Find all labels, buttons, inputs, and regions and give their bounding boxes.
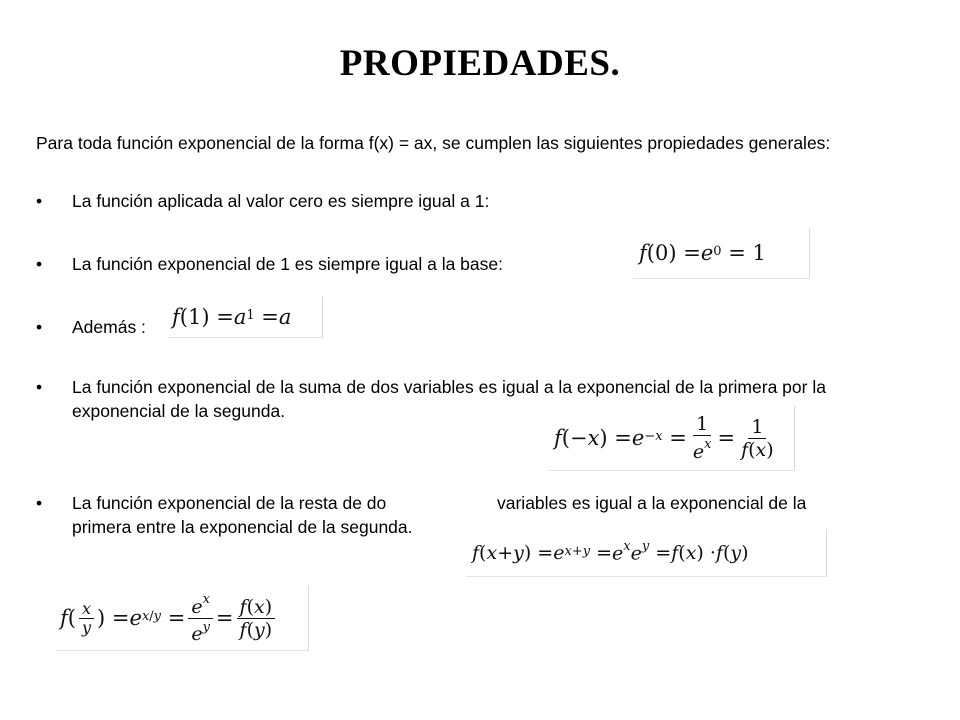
formula-f-zero: f (0) = e $^0$ = 1 [633,228,810,279]
bullet-text-base: La función exponencial de 1 es siempre igual a la base: [72,254,503,274]
page-title: PROPIEDADES. [339,43,621,84]
bullet-marker: • [36,317,43,337]
bullet-text-zero: La función aplicada al valor cero es siempre igual a 1: [72,191,490,211]
bullet-text-diff-line2: primera entre la exponencial de la segunda. [72,517,413,537]
formula-f-sum: f ( x + y ) = e $^{x +y}$ = $e^xe^y$ = f ( x ) · f ( y ) [466,530,827,577]
bullet-text-ademas: Además : [72,317,146,337]
bullet-marker: • [36,377,43,397]
bullet-text-diff-part2: variables es igual a la exponencial de la [497,493,807,513]
formula-f-negative: f (− x ) = e $^{-x}$ = $\frac{1}{e^x}$ = $\frac{1}{f(x)}$ [548,406,795,471]
formula-f-one: f (1) = a $^1$ = a [168,297,323,338]
intro-paragraph: Para toda función exponencial de la forma f(x) = ax, se cumplen las siguientes propiedades generales: [36,133,831,153]
bullet-marker: • [36,254,43,274]
bullet-text-diff-part1: La función exponencial de la resta de do [72,493,387,513]
bullet-marker: • [36,191,43,211]
bullet-marker: • [36,493,43,513]
formula-f-division: f ( $\frac{x}{y}$ ) = e $^{x /y}$ = $\frac{e^x}{e^y}$ = $\frac{f(x)}{f(y)}$ [56,586,309,651]
bullet-text-sum: La función exponencial de la suma de dos variables es igual a la exponencial de la primera por la exponencial de la segunda. [72,377,826,421]
